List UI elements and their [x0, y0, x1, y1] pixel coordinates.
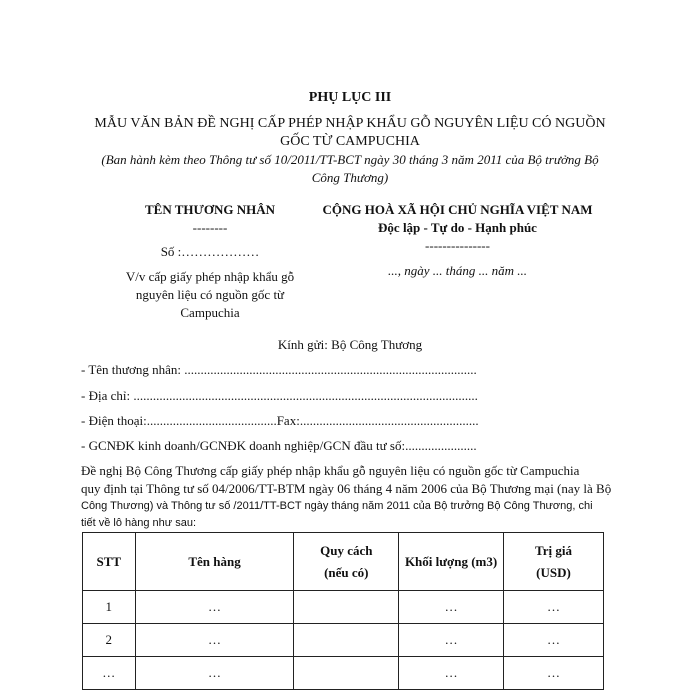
field-business-license: - GCNĐK kinh doanh/GCNĐK doanh nghiệp/GCN đầu tư số:...................... [81, 438, 477, 453]
table-row [83, 657, 604, 690]
header-spec-line-1: Quy cách [320, 542, 373, 558]
table-row [83, 624, 604, 657]
cell-value: … [504, 591, 604, 624]
trader-dashes: -------- [192, 220, 228, 235]
document-title-line-1: MẪU VĂN BẢN ĐỀ NGHỊ CẤP PHÉP NHẬP KHẨU GỖ NGUYÊN LIỆU CÓ NGUỒN [94, 116, 606, 131]
header-goods-name: Tên hàng [135, 533, 294, 591]
goods-table [82, 532, 604, 690]
field-phone-fax: - Điện thoại:........................................Fax:....................................................... [81, 413, 479, 428]
field-trader-name: - Tên thương nhân: .......................................................................................... [81, 362, 477, 377]
cell-value: … [504, 624, 604, 657]
request-line-4: tiết về lô hàng như sau: [81, 517, 196, 529]
document-number: Số :……………… [160, 244, 260, 259]
table-header-row [83, 533, 604, 591]
cell-stt: 2 [83, 624, 136, 657]
country-name: CỘNG HOÀ XÃ HỘI CHỦ NGHĨA VIỆT NAM [322, 202, 593, 217]
cell-quantity: … [399, 624, 504, 657]
subject-line-3: Campuchia [180, 305, 240, 320]
request-line-1: Đề nghị Bộ Công Thương cấp giấy phép nhập khẩu gỗ nguyên liệu có nguồn gốc từ Campuchia [81, 463, 580, 478]
trader-name-heading: TÊN THƯƠNG NHÂN [144, 202, 275, 217]
header-spec-line-2: (nếu có) [324, 564, 369, 580]
issuance-note-line-2: Công Thương) [311, 170, 389, 185]
cell-goods-name: … [135, 624, 294, 657]
cell-specification [294, 591, 399, 624]
cell-stt: 1 [83, 591, 136, 624]
document-title-line-2: GỐC TỪ CAMPUCHIA [280, 134, 420, 149]
request-line-3: Công Thương) và Thông tư số /2011/TT-BCT ngày tháng năm 2011 của Bộ trưởng Bộ Công Thương, chi [81, 500, 593, 512]
field-address: - Địa chỉ: .......................................................................................................... [81, 388, 478, 403]
cell-value: … [504, 657, 604, 690]
subject-line-1: V/v cấp giấy phép nhập khẩu gỗ [125, 269, 295, 284]
place-date: ..., ngày ... tháng ... năm ... [387, 263, 528, 278]
issuance-note-line-1: (Ban hành kèm theo Thông tư số 10/2011/TT-BCT ngày 30 tháng 3 năm 2011 của Bộ trưởng Bộ [101, 152, 599, 167]
addressee: Kính gửi: Bộ Công Thương [277, 337, 423, 352]
table-row [83, 591, 604, 624]
header-quantity: Khối lượng (m3) [399, 533, 504, 591]
cell-stt: … [83, 657, 136, 690]
appendix-title: PHỤ LỤC III [308, 90, 392, 105]
header-value-line-2: (USD) [536, 564, 571, 580]
cell-specification [294, 624, 399, 657]
cell-goods-name: … [135, 591, 294, 624]
subject-line-2: nguyên liệu có nguồn gốc từ [135, 287, 285, 302]
national-motto: Độc lập - Tự do - Hạnh phúc [378, 220, 537, 235]
header-value [504, 533, 604, 591]
cell-specification [294, 657, 399, 690]
header-stt: STT [83, 533, 136, 591]
cell-quantity: … [399, 657, 504, 690]
header-specification [294, 533, 399, 591]
motto-dashes: --------------- [425, 238, 490, 253]
request-line-2: quy định tại Thông tư số 04/2006/TT-BTM ngày 06 tháng 4 năm 2006 của Bộ Thương mại (nay là Bộ [81, 481, 612, 496]
cell-goods-name: … [135, 657, 294, 690]
cell-quantity: … [399, 591, 504, 624]
header-value-line-1: Trị giá [535, 542, 572, 558]
